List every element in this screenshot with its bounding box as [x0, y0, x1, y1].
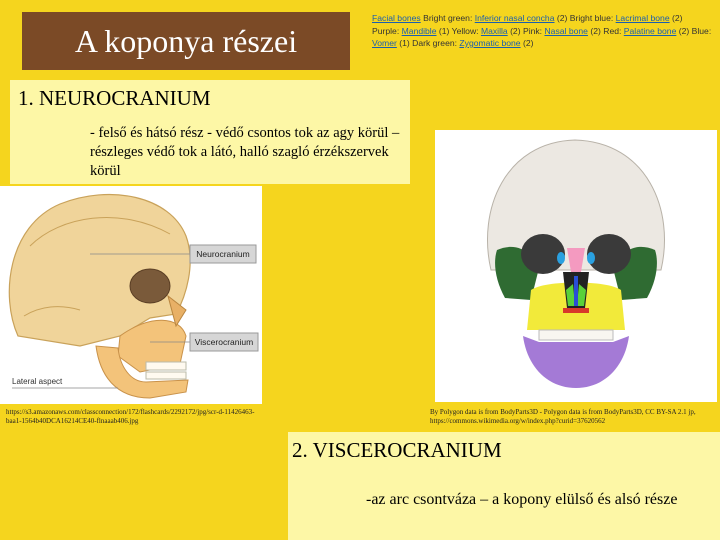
legend-text: (1) Yellow: — [436, 25, 481, 36]
neurocranium-description: - felső és hátsó rész - védő csontos tok az agy körül – részleges védő tok a látó, halló szagló érzékszervek körül — [90, 125, 400, 179]
frontal-skull-image — [435, 130, 717, 402]
bone-color-legend — [372, 12, 712, 50]
frontal-skull-illustration — [435, 130, 717, 402]
viscerocranium-heading: 2. VISCEROCRANIUM — [292, 438, 502, 462]
legend-text: (2) Purple: — [372, 13, 683, 36]
legend-link-mandible[interactable]: Mandible — [401, 25, 437, 36]
left-image-caption: https://s3.amazonaws.com/classconnection/172/flashcards/2292172/jpg/scr-d-11426463-baa1-1564b40DCA16214CE40-flnaaab406.jpg — [6, 408, 255, 425]
label-neurocranium: Neurocranium — [196, 249, 250, 259]
legend-link-palatine-bone[interactable]: Palatine bone — [623, 25, 677, 36]
right-image-caption: By Polygon data is from BodyParts3D - Polygon data is from BodyParts3D, CC BY-SA 2.1 jp, https://commons.wikimedia.org/w/index.php?curid=37620562 — [430, 408, 696, 425]
legend-link-lacrimal-bone[interactable]: Lacrimal bone — [615, 13, 670, 23]
label-viscerocranium: Viscerocranium — [194, 337, 254, 347]
legend-text: (2) Pink: — [507, 25, 545, 36]
legend-link-nasal-bone[interactable]: Nasal bone — [544, 25, 588, 36]
neurocranium-box — [10, 80, 410, 184]
legend-text: (2) Red: — [587, 25, 624, 36]
viscerocranium-box — [288, 432, 720, 540]
viscerocranium-description: -az arc csontváza – a kopony elülső és alsó része — [366, 491, 678, 508]
title-box — [22, 12, 350, 70]
legend-link-vomer[interactable]: Vomer — [372, 38, 397, 48]
lateral-skull-image — [0, 186, 262, 404]
legend-link-maxilla[interactable]: Maxilla — [480, 25, 508, 36]
legend-link-inferior-nasal-concha[interactable]: Inferior nasal concha — [474, 13, 555, 23]
slide-title: A koponya részei — [74, 22, 298, 59]
legend-text: (2) Bright blue: — [554, 13, 616, 23]
legend-text: Bright green: — [420, 13, 475, 23]
neurocranium-heading: 1. NEUROCRANIUM — [18, 86, 211, 110]
label-lateral-aspect: Lateral aspect — [12, 377, 63, 386]
legend-text: (2) Blue: — [676, 25, 712, 36]
legend-link-zygomatic-bone[interactable]: Zygomatic bone — [459, 38, 521, 48]
legend-text: (1) Dark green: — [396, 38, 460, 48]
legend-text: (2) — [520, 38, 534, 48]
legend-link-facial-bones[interactable]: Facial bones — [372, 13, 421, 23]
lateral-skull-illustration — [0, 186, 262, 404]
